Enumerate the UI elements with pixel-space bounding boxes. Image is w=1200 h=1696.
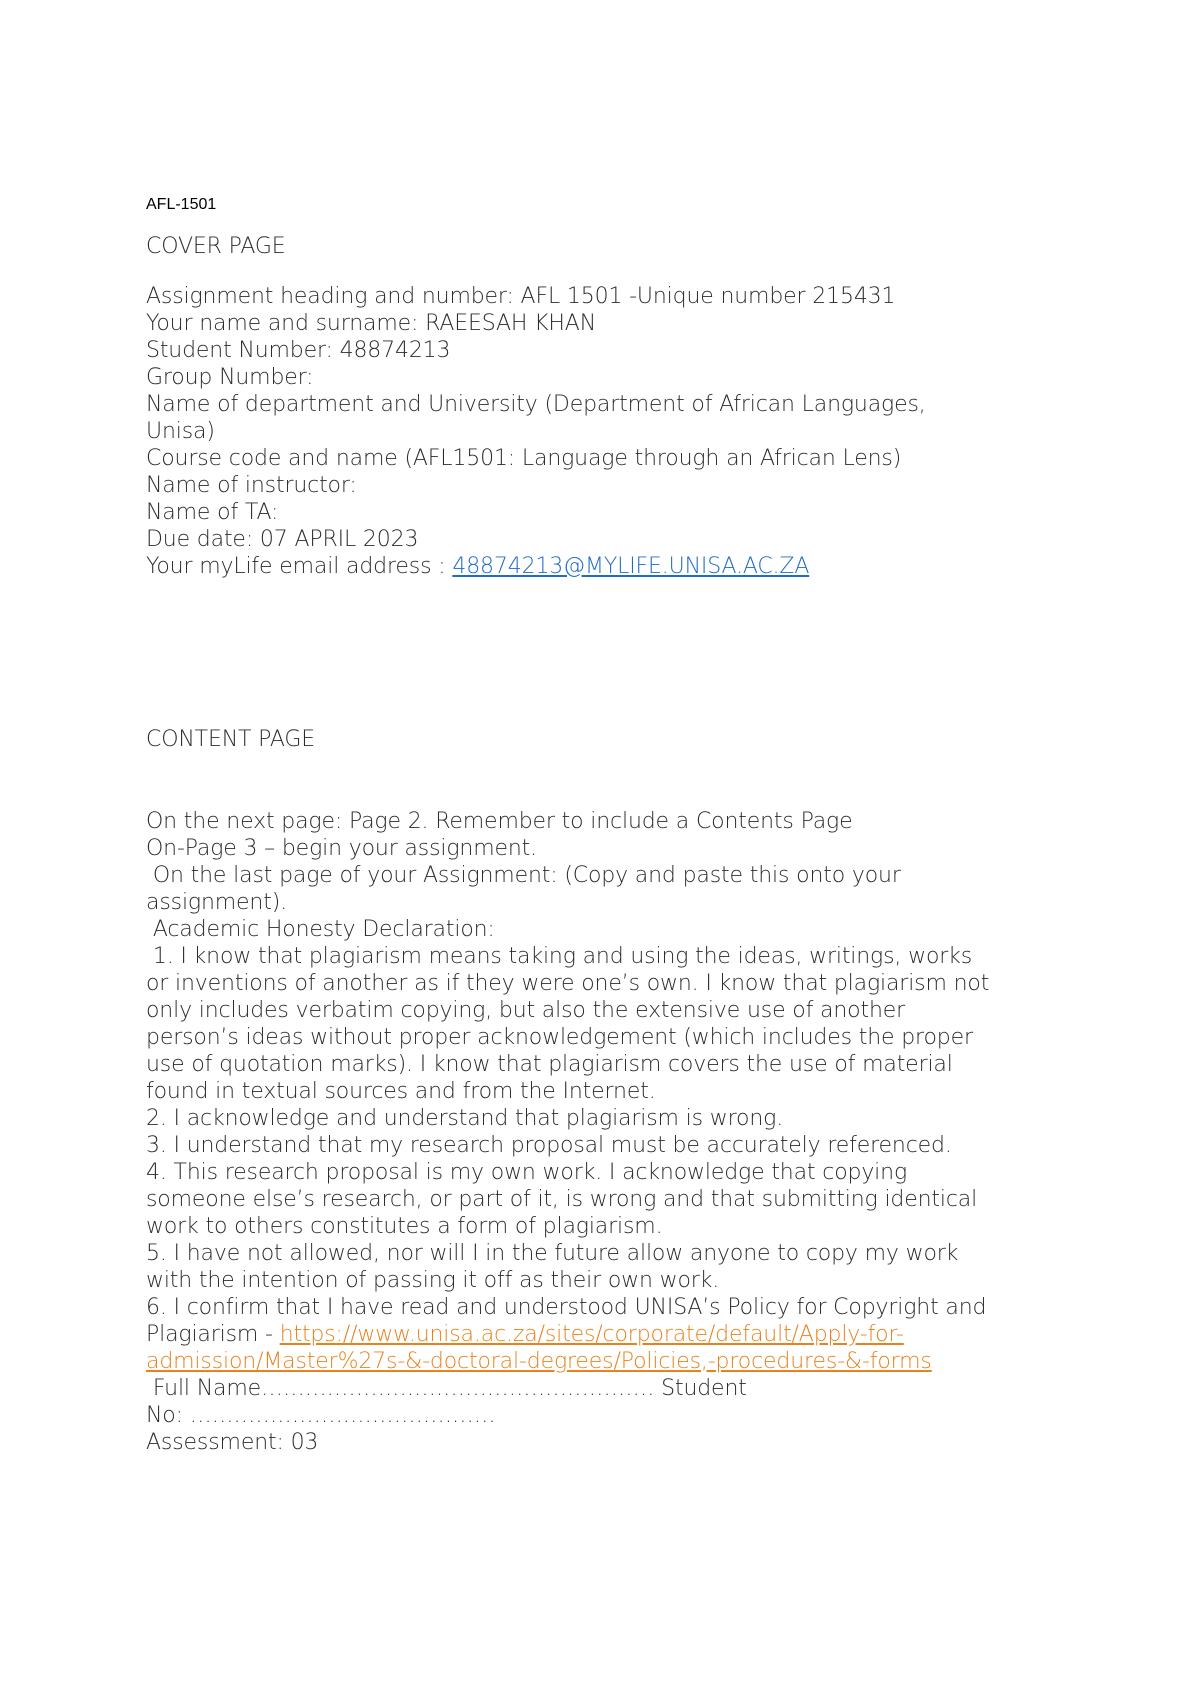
content-line: On-Page 3 – begin your assignment.: [146, 836, 537, 861]
content-line: someone else’s research, or part of it, is wrong and that submitting identical: [146, 1187, 978, 1212]
student-number: Student Number: 48874213: [146, 338, 451, 363]
content-line: use of quotation marks). I know that plagiarism covers the use of material: [146, 1052, 953, 1077]
content-line: 2. I acknowledge and understand that plagiarism is wrong.: [146, 1106, 784, 1131]
ta-name: Name of TA:: [146, 500, 279, 525]
content-line: 6. I confirm that I have read and understood UNISA’s Policy for Copyright and: [146, 1295, 987, 1320]
policy-prefix: Plagiarism -: [146, 1322, 280, 1347]
content-line: assignment).: [146, 890, 287, 915]
content-line: only includes verbatim copying, but also the extensive use of another: [146, 998, 906, 1023]
student-name: Your name and surname: RAEESAH KHAN: [146, 311, 597, 336]
email-link[interactable]: 48874213@MYLIFE.UNISA.AC.ZA: [452, 554, 810, 579]
cover-title: [146, 233, 1086, 260]
department-line-1: Name of department and University (Department of African Languages,: [146, 392, 926, 417]
course-code-name: Course code and name (AFL1501: Language through an African Lens): [146, 446, 902, 471]
content-page-heading: CONTENT PAGE: [146, 727, 316, 752]
content-line: person’s ideas without proper acknowledgement (which includes the proper: [146, 1025, 973, 1050]
assignment-heading: Assignment heading and number: AFL 1501 -Unique number 215431: [146, 284, 896, 309]
policy-link[interactable]: admission/Master%27s-&-doctoral-degrees/Policies,-procedures-&-forms: [146, 1349, 932, 1374]
student-no-line: No: ……………………………………: [146, 1403, 496, 1428]
instructor-name: Name of instructor:: [146, 473, 357, 498]
content-line: 1. I know that plagiarism means taking and using the ideas, writings, works: [146, 944, 973, 969]
department-line-2: Unisa): [146, 419, 215, 444]
content-line: Academic Honesty Declaration:: [146, 917, 495, 942]
content-line: with the intention of passing it off as their own work.: [146, 1268, 720, 1293]
content-line: 5. I have not allowed, nor will I in the future allow anyone to copy my work: [146, 1241, 959, 1266]
cover-details: [146, 283, 1086, 580]
content-line: 3. I understand that my research proposal must be accurately referenced.: [146, 1133, 952, 1158]
content-title: [146, 726, 1086, 753]
course-code-header: AFL-1501: [146, 196, 217, 213]
content-line: work to others constitutes a form of plagiarism.: [146, 1214, 663, 1239]
declaration-body: [146, 808, 1086, 1456]
content-line: On the next page: Page 2. Remember to include a Contents Page: [146, 809, 853, 834]
email-line: [146, 553, 1086, 580]
policy-link[interactable]: https://www.unisa.ac.za/sites/corporate/default/Apply-for-: [279, 1322, 904, 1347]
content-line: or inventions of another as if they were one’s own. I know that plagiarism not: [146, 971, 990, 996]
assessment-line: Assessment: 03: [146, 1430, 319, 1455]
content-line: On the last page of your Assignment: (Copy and paste this onto your: [146, 863, 901, 888]
content-line: 4. This research proposal is my own work. I acknowledge that copying: [146, 1160, 907, 1185]
email-label: Your myLife email address :: [146, 554, 453, 579]
due-date: Due date: 07 APRIL 2023: [146, 527, 419, 552]
policy-link-continued: [146, 1348, 1086, 1375]
full-name-line: Full Name……………………………………………… Student: [146, 1376, 747, 1401]
policy-line: [146, 1321, 1086, 1348]
cover-page-heading: COVER PAGE: [146, 234, 286, 259]
group-number: Group Number:: [146, 365, 314, 390]
content-line: found in textual sources and from the Internet.: [146, 1079, 656, 1104]
